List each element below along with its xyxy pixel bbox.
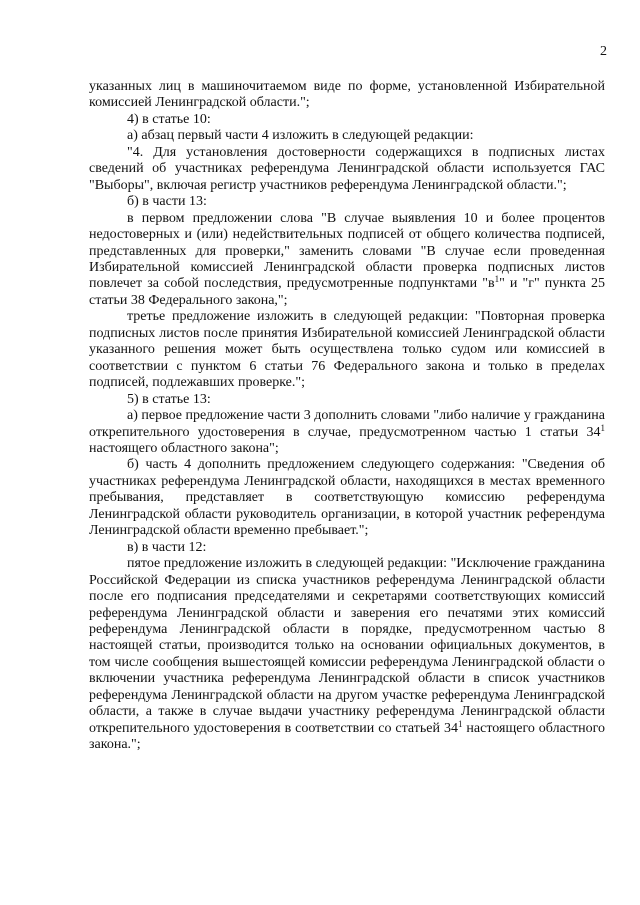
subitem-5a [89, 408, 605, 457]
quoted-part-4: "4. Для установления достоверности содержащихся в подписных листах сведений об участниках референдума Ленинградской области используется ГАС "Выборы", включая регистр участников референдума Ленинградской области."; [89, 144, 605, 193]
text-after-sup: настоящего областного закона."; [89, 720, 605, 753]
first-sentence-replacement [89, 211, 605, 310]
text-after-sup: настоящего областного закона"; [89, 440, 279, 456]
text-before-sup: в первом предложении слова "В случае выявления 10 и более процентов недостоверных и (или) недействительных подписей от общего количества подписей, представленных для проверки," заменить словами "В случае если проведенная Избирательной комиссией Ленинградской области проверка подписных листов повлечет за собой последствия, предусмотренные подпунктами "в [89, 210, 605, 292]
superscript: 1 [494, 274, 500, 285]
third-sentence-replacement: третье предложение изложить в следующей редакции: "Повторная проверка подписных листов после принятия Избирательной комиссией Ленинградской области указанного решения может быть осуществлена только судом или комиссией в соответствии с пунктом 6 статьи 76 Федерального закона и только в пределах подписей, подлежавших проверке."; [89, 309, 605, 391]
subitem-b-heading: б) в части 13: [127, 194, 207, 210]
document-body [89, 79, 605, 754]
subitem-a-heading: а) абзац первый части 4 изложить в следующей редакции: [127, 128, 474, 144]
superscript: 1 [600, 422, 605, 433]
superscript: 1 [457, 718, 463, 729]
item-4-heading: 4) в статье 10: [127, 111, 211, 127]
fifth-sentence-replacement [89, 556, 605, 753]
subitem-5c-heading: в) в части 12: [127, 539, 207, 555]
text-after-sup: " и "г" пункта 25 статьи 38 Федерального закона,"; [89, 276, 605, 308]
paragraph-continuation: указанных лиц в машиночитаемом виде по форме, установленной Избирательной комиссией Ленинградской области."; [89, 79, 605, 111]
subitem-5b: б) часть 4 дополнить предложением следующего содержания: "Сведения об участниках референдума Ленинградской области, находящихся в местах временного пребывания, представляет в соответствующую комиссию референдума Ленинградской области руководитель организации, в которой участник референдума Ленинградской области временно пребывает."; [89, 457, 605, 539]
page-number: 2 [600, 44, 607, 59]
text-before-sup: а) первое предложение части 3 дополнить словами "либо наличие у гражданина открепительного удостоверения в случае, предусмотренном частью 1 статьи 34 [89, 408, 605, 440]
item-5-heading: 5) в статье 13: [127, 391, 211, 407]
text-before-sup: пятое предложение изложить в следующей редакции: "Исключение гражданина Российской Федерации из списка участников референдума Ленинградской области после его подписания председателями и секретарями соответствующих комиссий референдума Ленинградской области и заверения его печатями этих комиссий референдума Ленинградской области в порядке, предусмотренном частью 8 настоящей статьи, производится только на основании официальных документов, в том числе сообщения вышестоящей комиссии референдума Ленинградской области о включении участника референдума Ленинградской области в список участников референдума Ленинградской области на другом участке референдума Ленинградской области, а также в случае выдачи участнику референдума Ленинградской области открепительного удостоверения в соответствии со статьей 34 [89, 556, 605, 736]
